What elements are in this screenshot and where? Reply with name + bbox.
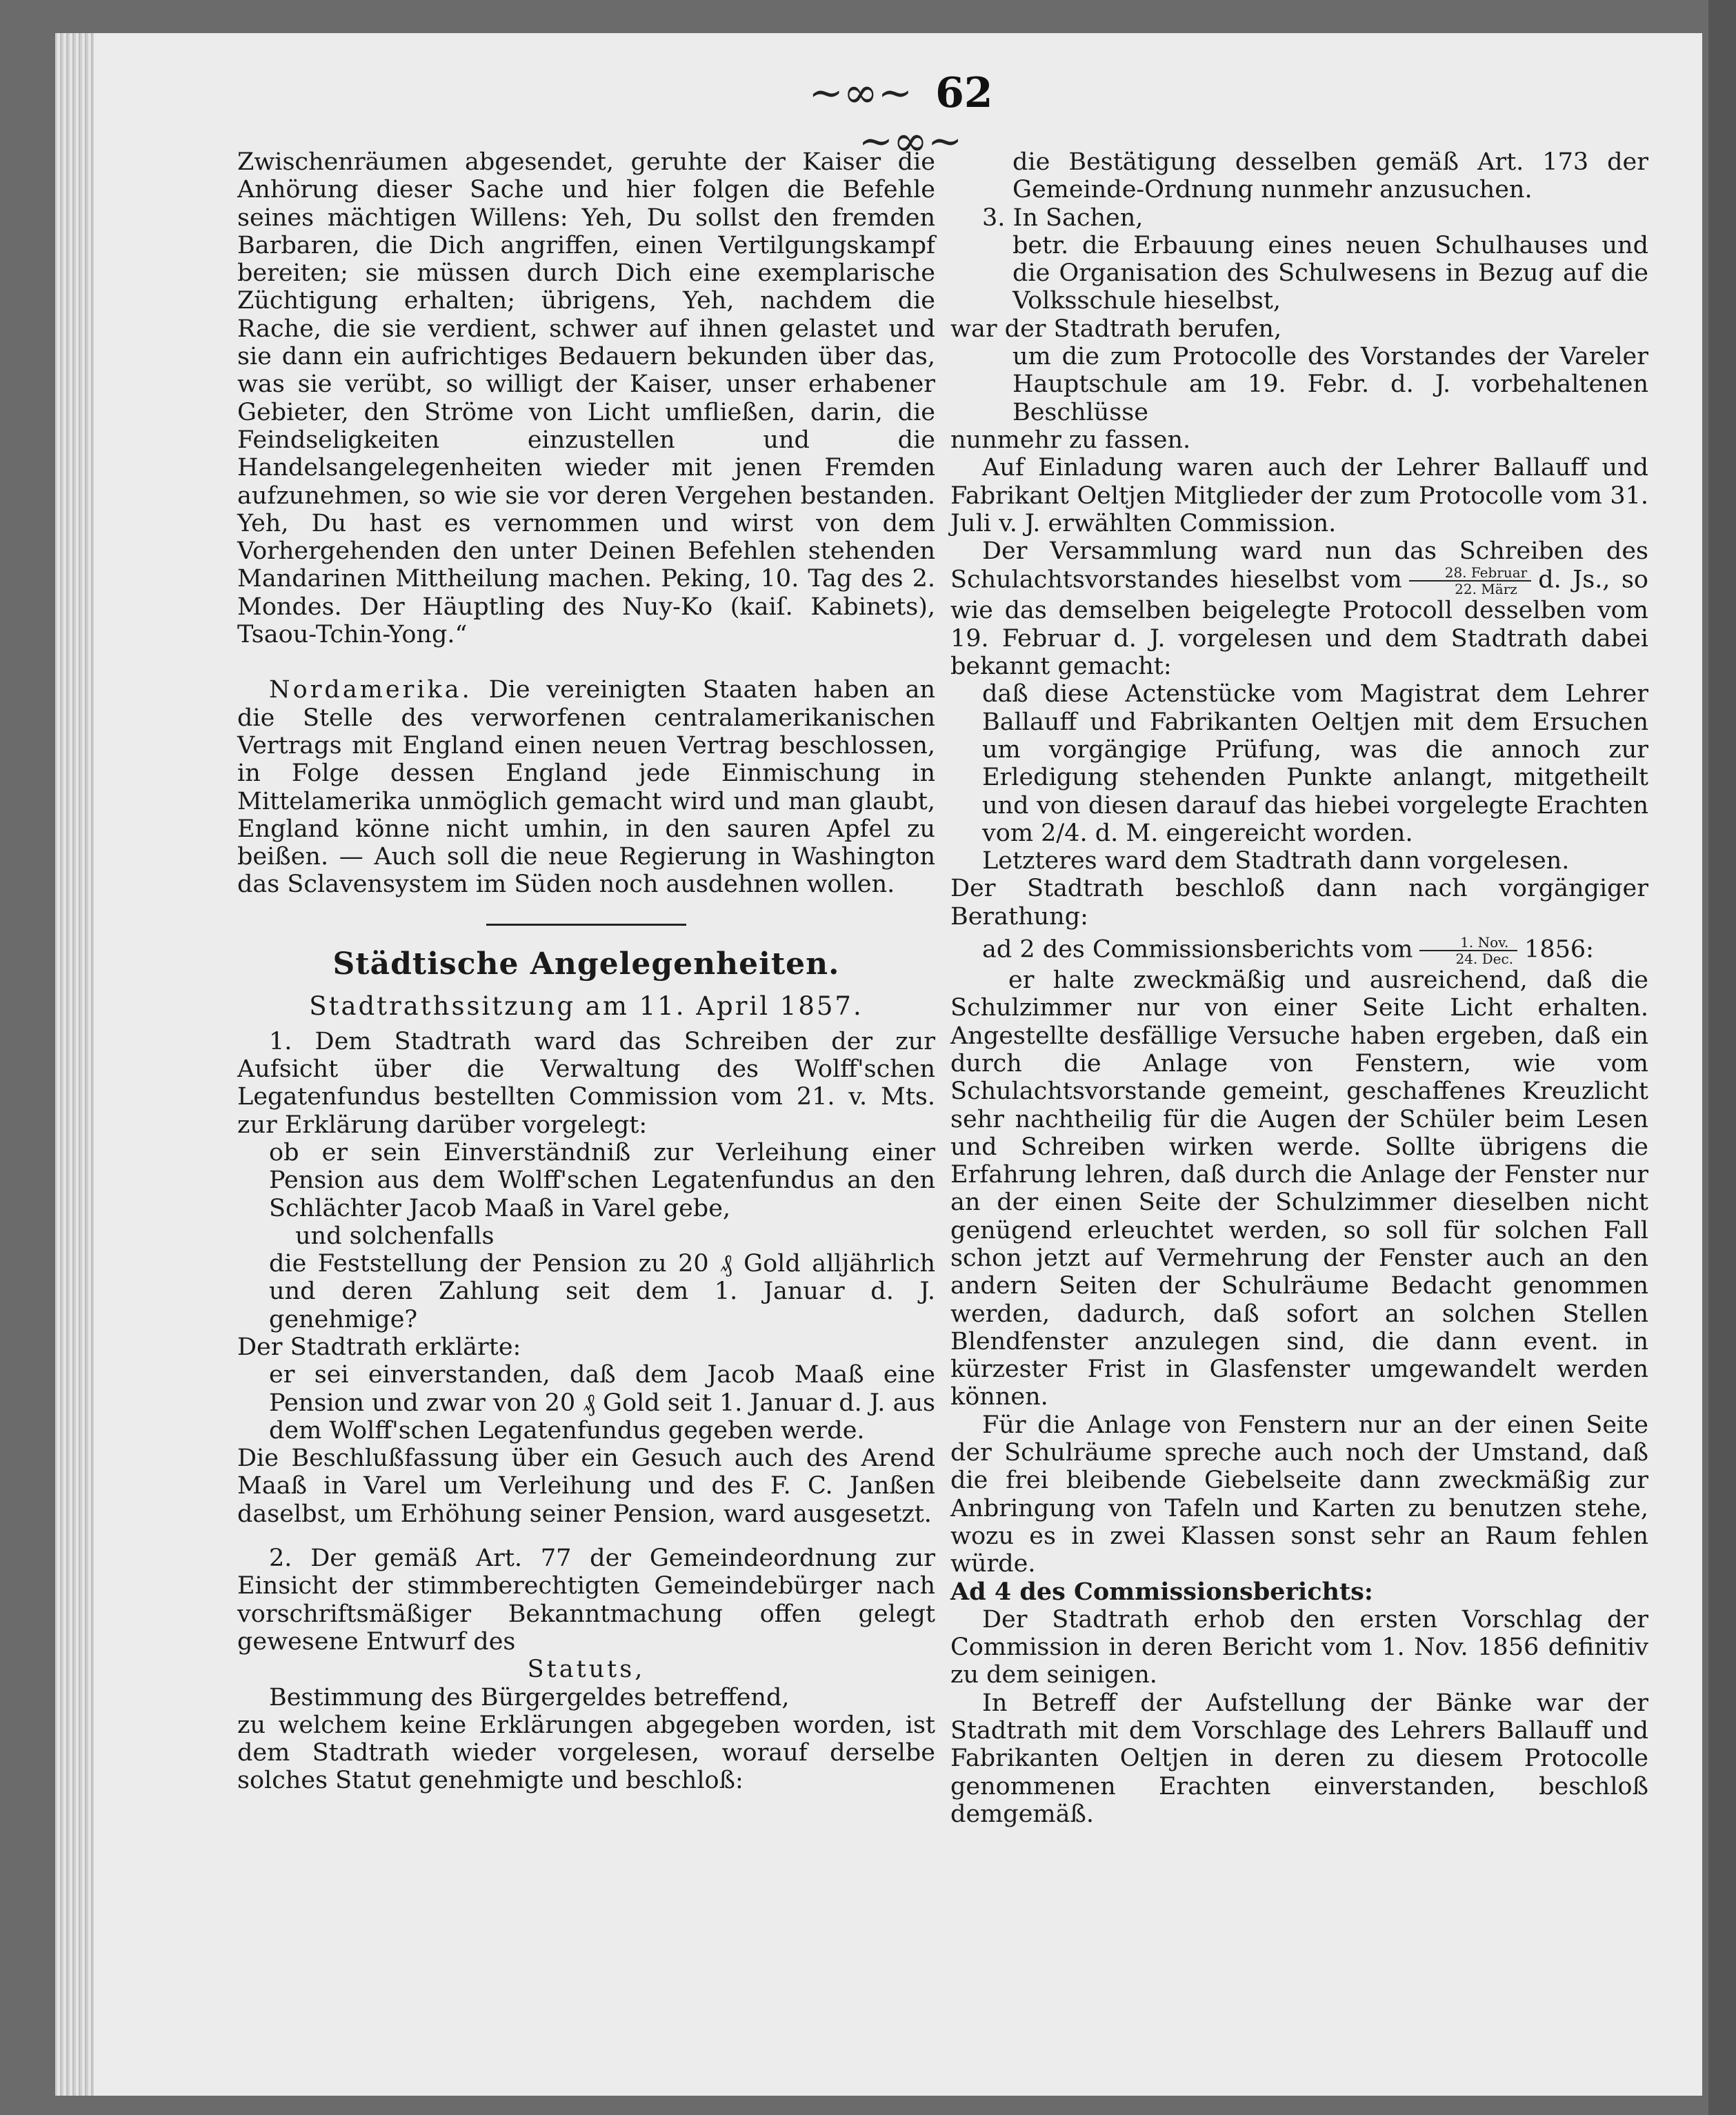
paragraph-china-edict: Zwischenräumen abgesendet, geruhte der Kaiser die Anhörung dieser Sache und hier folgen die Befehle seines mächtigen Willens: Yeh, Du sollst den fremden Barbaren, die Dich angriffen, einen Vertilgungskampf bereiten; sie müssen durch Dich eine exemplarische Züchtigung erhalten; übrigens, Yeh, nachdem die Rache, die sie verdient, schwer auf ihnen gelastet und sie dann ein aufrichtiges Bedauern bekunden über das, was sie verübt, so willigt der Kaiser, unser erhabener Gebieter, den Ströme von Licht umfließen, darin, die Feindseligkeiten einzustellen und die Handelsangelegenheiten wieder mit jenen Fremden aufzunehmen, so wie sie vor deren Vergehen bestanden. Yeh, Du hast es vernommen und wirst von dem Vorhergehenden den unter Deinen Befehlen stehenden Mandarinen Mittheilung machen. Peking, 10. Tag des 2. Mondes. Der Häuptling des Nuy-Ko (kaiſ. Kabinets), Tsaou-Tchin-Yong.“ [237,148,935,649]
item-3-subject: betr. die Erbauung eines neuen Schulhauses und die Organisation des Schulwesens in Bezug auf die Volksschule hieselbst, [1012,231,1648,315]
divider-rule [486,924,686,926]
item-1-pension: die Feststellung der Pension zu 20 ₰ Gold alljährlich und deren Zahlung seit dem 1. Januar d. J. genehmige? [269,1250,935,1333]
left-column [237,148,935,1795]
ad-2-windows: Für die Anlage von Fenstern nur an der einen Seite der Schulräume spreche auch noch der Umstand, daß die frei bleibende Giebelseite dann zweckmäßig zur Anbringung von Tafeln und Karten zu benutzen stehe, wozu es in zwei Klassen sonst sehr an Raum fehlen würde. [950,1411,1648,1578]
nordamerika-text: Die vereinigten Staaten haben an die Stelle des verworfenen centralamerikanischen Vertrags mit England einen neuen Vertrag beschlossen, in Folge dessen England jede Einmischung in Mittelamerika unmöglich gemacht wird und man glaubt, England könne nicht umhin, in den sauren Apfel zu beißen. — Auch soll die neue Regierung in Washington das Sclavensystem im Süden noch ausdehnen wollen. [237,676,935,899]
fraction-denominator: 24. Dec. [1455,951,1514,968]
fraction-denominator: 22. März [1455,581,1517,598]
ad-2-heading [950,935,1648,966]
ad-2-text-body: er halte zweckmäßig und ausreichend, daß die Schulzimmer nur von einer Seite Licht erhalten. Angestellte desfällige Versuche haben ergeben, daß ein durch die Anlage von Fenstern, wie vom Schulachtsvorstande gemeint, geschaffenes Kreuzlicht sehr nachtheilig für die Augen der Schüler beim Lesen und Schreiben wirken werde. Sollte übrigens die Erfahrung lehren, daß durch die Anlage der Fenster nur an der einen Seite der Schulzimmer dieselben nicht genügend erleuchtet werden, so soll für solchen Fall schon jetzt auf Vermehrung der Fenster auch an den andern Seiten der Schulräume Bedacht genommen werden, dadurch, daß sofort an solchen Stellen Blendfenster anzulegen sind, die dann event. in kürzester Frist in Glasfenster umgewandelt werden können. [950,966,1648,1411]
item-3-purpose: um die zum Protocolle des Vorstandes der Vareler Hauptschule am 19. Febr. d. J. vorbehaltenen Beschlüsse [1012,343,1648,426]
section-heading: Städtische Angelegenheiten. [332,946,840,982]
page-number: 62 [935,69,993,117]
letter-text-b: d. Js., so wie das demselben beigelegte Protocoll desselben vom 19. Februar d. J. vorgelesen und dem Stadtrath dabei bekannt gemacht: [950,566,1648,681]
paragraph-nordamerika [237,676,935,898]
item-1-postponed: Die Beschlußfassung über ein Gesuch auch des Arend Maaß in Varel um Verleihung und des F. C. Janßen daselbst, um Erhöhung seiner Pension, ward ausgesetzt. [237,1444,935,1528]
item-3-documents: daß diese Actenstücke vom Magistrat dem Lehrer Ballauff und Fabrikanten Oeltjen mit dem Ersuchen um vorgängige Prüfung, was die annoch zur Erledigung stehenden Punkte anlangt, mitgetheilt und von diesen darauf das hiebei vorgelegte Erachten vom 2/4. d. M. eingereicht worden. [982,680,1648,847]
item-1: 1. Dem Stadtrath ward das Schreiben der zur Aufsicht über die Verwaltung des Wolff'schen Legatenfundus bestellten Commission vom 21. v. Mts. zur Erklärung darüber vorgelegt: [237,1027,935,1139]
item-2-confirmation: die Bestätigung desselben gemäß Art. 173 der Gemeinde-Ordnung nunmehr anzusuchen. [1012,148,1648,204]
fraction-numerator: 1. Nov. [1419,935,1517,951]
item-3-invitation: Auf Einladung waren auch der Lehrer Ballauff und Fabrikant Oeltjen Mitglieder der zum Protocolle vom 31. Juli v. J. erwählten Commission. [950,454,1648,537]
item-3-resolve: nunmehr zu fassen. [950,426,1191,454]
scan-border [1708,0,1736,2115]
benches-decision: In Betreff der Aufstellung der Bänke war der Stadtrath mit dem Vorschlage des Lehrers Ballauff und Fabrikanten Oeltjen in deren zu diesem Protocolle genommenen Erachten einverstanden, beschloß demgemäß. [950,1689,1648,1828]
fraction-numerator: 28. Februar [1409,565,1532,582]
ad-2-year: 1856: [1524,935,1594,964]
item-2: 2. Der gemäß Art. 77 der Gemeindeordnung zur Einsicht der stimmberechtigten Gemeindebürger nach vorschriftsmäßiger Bekanntmachung offen gelegt gewesene Entwurf des [237,1545,935,1656]
item-2-subject: Bestimmung des Bürgergeldes betreffend, [269,1683,790,1711]
item-1-condition: und solchenfalls [295,1222,495,1250]
item-1-declared: Der Stadtrath erklärte: [237,1333,521,1361]
ad-4-heading: Ad 4 des Commissionsberichts: [950,1577,1373,1606]
ad-2-text: ad 2 des Commissionsberichts vom [982,935,1413,964]
item-3: 3. In Sachen, [982,203,1144,232]
date-fraction-1 [1409,565,1532,597]
section-lead-nordamerika: Nordamerika. [269,676,472,704]
item-3-resolved: Der Stadtrath beschloß dann nach vorgängiger Berathung: [950,875,1648,931]
page-header [779,69,1041,166]
session-title: Stadtrathssitzung am 11. April 1857. [309,991,864,1021]
item-3-read: Letzteres ward dem Stadtrath dann vorgelesen. [982,847,1570,875]
item-3-letter [950,537,1648,680]
letter-text-a: Der Versammlung ward nun das Schreiben des Schulachtsvorstandes hieselbst vom [950,537,1648,594]
ad-4-decision: Der Stadtrath erhob den ersten Vorschlag der Commission in deren Bericht vom 1. Nov. 1856 definitiv zu dem seinigen. [950,1605,1648,1689]
book-page-edges [55,33,94,2096]
right-column [950,148,1648,1828]
item-1-question: ob er sein Einverständniß zur Verleihung einer Pension aus dem Wolff'schen Legatenfundus an den Schlächter Jacob Maaß in Varel gebe, [269,1138,935,1222]
item-1-decision: er sei einverstanden, daß dem Jacob Maaß eine Pension und zwar von 20 ₰ Gold seit 1. Januar d. J. aus dem Wolff'schen Legatenfundus gegeben werde. [269,1361,935,1444]
ornament-left: ~∞~ [808,69,912,117]
item-2-decision: zu welchem keine Erklärungen abgegeben worden, ist dem Stadtrath wieder vorgelesen, worauf derselbe solches Statut genehmigte und beschloß: [237,1711,935,1795]
item-2-statute: Statuts, [527,1656,646,1684]
item-3-called: war der Stadtrath berufen, [950,315,1282,343]
date-fraction-2 [1419,935,1517,966]
ornament-right: ~∞~ [858,117,963,166]
